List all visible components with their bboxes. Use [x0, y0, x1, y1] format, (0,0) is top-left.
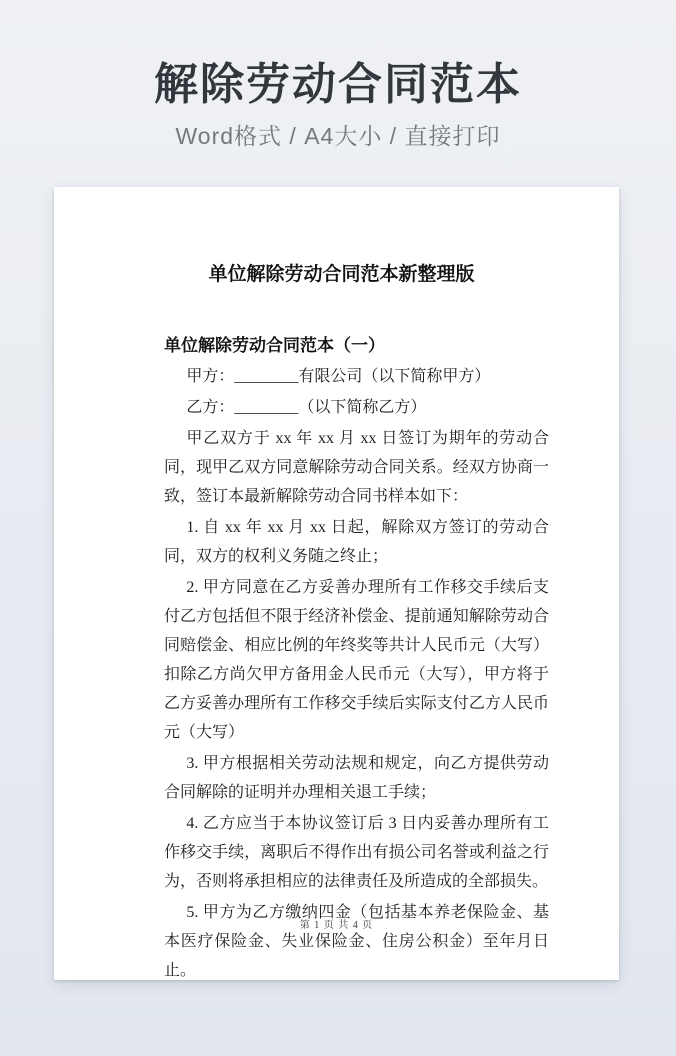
document-page [54, 187, 619, 980]
document-paragraph: 甲乙双方于 xx 年 xx 月 xx 日签订为期年的劳动合同，现甲乙双方同意解除劳动合同关系。经双方协商一致，签订本最新解除劳动合同书样本如下： [164, 430, 549, 505]
document-paragraph: 5. 甲方为乙方缴纳四金（包括基本养老保险金、基本医疗保险金、失业保险金、住房公积金）至年月日止。 [164, 904, 549, 979]
document-paragraph: 甲方：________有限公司（以下简称甲方） [186, 368, 491, 385]
document-section-heading: 单位解除劳动合同范本（一） [164, 336, 385, 355]
document-title: 单位解除劳动合同范本新整理版 [208, 264, 475, 285]
document-paragraph: 乙方：________（以下简称乙方） [186, 399, 427, 416]
page-number: 第 1 页 共 4 页 [299, 920, 374, 931]
header [0, 0, 676, 149]
document-paragraph: 1. 自 xx 年 xx 月 xx 日起，解除双方签订的劳动合同，双方的权利义务随之终止； [164, 519, 549, 565]
document-body [164, 362, 549, 980]
document-paragraph: 4. 乙方应当于本协议签订后 3 日内妥善办理所有工作移交手续，离职后不得作出有损公司名誉或利益之行为，否则将承担相应的法律责任及所造成的全部损失。 [164, 815, 549, 890]
document-paragraph: 3. 甲方根据相关劳动法规和规定，向乙方提供劳动合同解除的证明并办理相关退工手续； [164, 755, 549, 801]
document-paragraph: 2. 甲方同意在乙方妥善办理所有工作移交手续后支付乙方包括但不限于经济补偿金、提前通知解除劳动合同赔偿金、相应比例的年终奖等共计人民币元（大写）扣除乙方尚欠甲方备用金人民币元（大写），甲方将于乙方妥善办理所有工作移交手续后实际支付乙方人民币元（大写） [164, 579, 549, 741]
page-subtitle: Word格式 / A4大小 / 直接打印 [175, 123, 501, 149]
page-title: 解除劳动合同范本 [154, 60, 522, 109]
